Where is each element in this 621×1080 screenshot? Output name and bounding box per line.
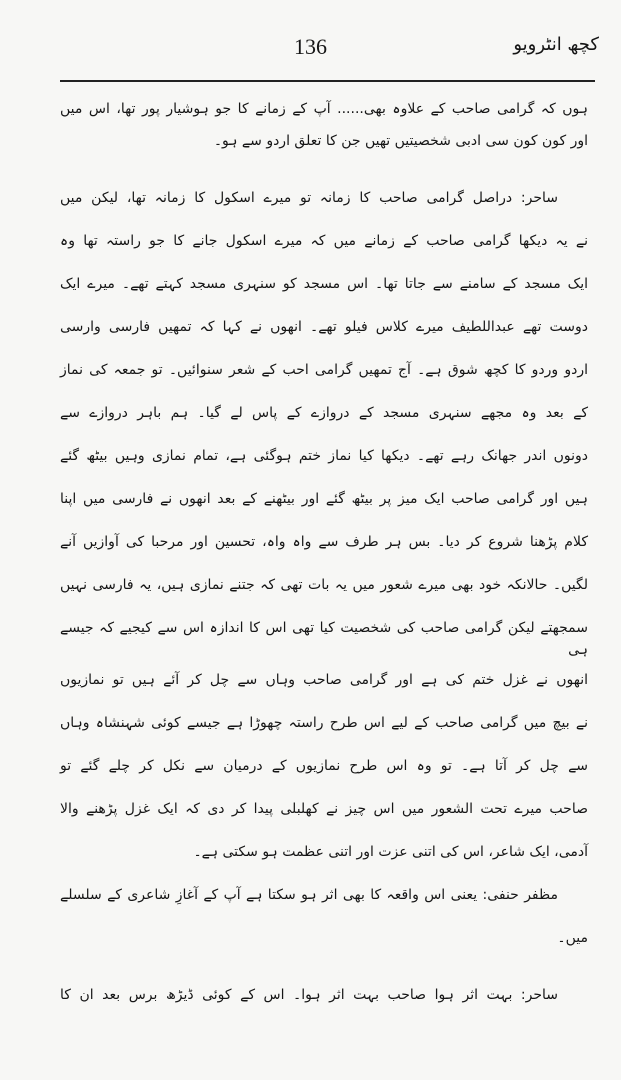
text-line: صاحب میرے تحت الشعور میں اس چیز نے کھلبلی پیدا کر دی کہ ایک غزل پڑھنے والا xyxy=(60,801,588,817)
text-line: ہیں اور گرامی صاحب ایک میز پر بیٹھ گئے اور بیٹھنے کے بعد انھوں نے فارسی میں اپنا xyxy=(60,491,588,507)
text-line: نے بیچ میں گرامی صاحب کے لیے اس طرح راستہ چھوڑا ہے جیسے کوئی شہنشاہ وہاں xyxy=(60,715,588,731)
text-line: انھوں نے غزل ختم کی ہے اور گرامی صاحب وہاں سے چل کر آئے ہیں تو نمازیوں xyxy=(60,672,588,688)
text-line: میں۔ xyxy=(557,930,588,946)
text-line: کلام پڑھنا شروع کر دیا۔ بس ہر طرف سے واہ واہ، تحسین اور مرحبا کی آوازیں آنے xyxy=(60,534,588,550)
body-text xyxy=(60,90,588,1019)
running-title: کچھ انٹرویو xyxy=(513,34,599,55)
text-line: اردو وردو کا کچھ شوق ہے۔ آج تمھیں گرامی احب کے شعر سنوائیں۔ تو جمعہ کی نماز xyxy=(60,362,588,378)
text-line: ساحر: دراصل گرامی صاحب کا زمانہ تو میرے اسکول کا زمانہ تھا، لیکن میں xyxy=(60,190,558,206)
text-line: لگیں۔ حالانکہ خود بھی میرے شعور میں یہ بات تھی کہ جتنے نمازی ہیں، یہ فارسی نہیں xyxy=(60,577,588,593)
text-line: کے بعد وہ مجھے سنہری مسجد کے دروازے کے پاس لے گیا۔ ہم باہر دروازے سے xyxy=(60,405,588,421)
text-line: دوست تھے عبداللطیف میرے کلاس فیلو تھے۔ انھوں نے کہا کہ تمھیں فارسی وارسی xyxy=(60,319,588,335)
text-line: اور کون کون سی ادبی شخصیتیں تھیں جن کا تعلق اردو سے ہو۔ xyxy=(213,133,588,149)
page-header xyxy=(0,0,621,84)
text-line: نے یہ دیکھا گرامی صاحب کے زمانے میں کہ میرے اسکول جانے کا جو راستہ تھا وہ xyxy=(60,233,588,249)
text-line: ہوں کہ گرامی صاحب کے علاوہ بھی...... آپ کے زمانے کا جو ہوشیار پور تھا، اس میں xyxy=(60,101,588,117)
page-number: 136 xyxy=(294,34,327,59)
header-rule xyxy=(60,80,595,82)
text-line: آدمی، ایک شاعر، اس کی اتنی عزت اور اتنی عظمت ہو سکتی ہے۔ xyxy=(193,844,588,860)
text-line: دونوں اندر جھانک رہے تھے۔ دیکھا کیا نماز ختم ہوگئی ہے، تمام نمازی وہیں بیٹھ گئے xyxy=(60,448,588,464)
text-line: سمجھتے لیکن گرامی صاحب کی شخصیت کیا تھی اس کا اندازہ اس سے کیجیے کہ جیسے ہی xyxy=(60,620,588,658)
text-line: ساحر: بہت اثر ہوا صاحب بہت اثر ہوا۔ اس کے کوئی ڈیڑھ برس بعد ان کا xyxy=(60,987,558,1003)
text-line: سے چل کر آتا ہے۔ تو وہ اس طرح نمازیوں کے درمیان سے نکل کر چلے گئے تو xyxy=(60,758,588,774)
text-line: مظفر حنفی: یعنی اس واقعہ کا بھی اثر ہو سکتا ہے آپ کے آغازِ شاعری کے سلسلے xyxy=(60,887,558,903)
text-line: ایک مسجد کے سامنے سے جاتا تھا۔ اس مسجد کو سنہری مسجد کہتے تھے۔ میرے ایک xyxy=(60,276,588,292)
